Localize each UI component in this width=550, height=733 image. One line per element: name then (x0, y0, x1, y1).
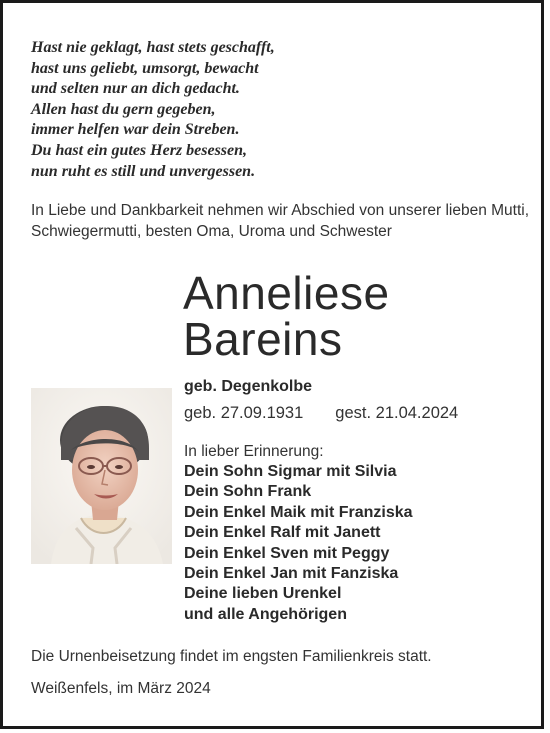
mourner: Dein Enkel Ralf mit Janett (184, 524, 381, 542)
mourner: Deine lieben Urenkel (184, 585, 342, 603)
mourners-list (184, 462, 413, 625)
mourner: Dein Enkel Sven mit Peggy (184, 544, 390, 562)
poem-line: hast uns geliebt, umsorgt, bewacht (31, 59, 259, 77)
birth-date: geb. 27.09.1931 (184, 404, 304, 422)
poem (31, 38, 275, 182)
funeral-note: Die Urnenbeisetzung findet im engsten Familienkreis statt. (31, 648, 432, 665)
mourner: Dein Sohn Frank (184, 483, 312, 501)
poem-line: Hast nie geklagt, hast stets geschafft, (31, 39, 275, 56)
life-dates (184, 404, 458, 423)
poem-line: immer helfen war dein Streben. (31, 121, 240, 139)
poem-line: Allen hast du gern gegeben, (31, 100, 216, 118)
poem-line: und selten nur an dich gedacht. (31, 80, 240, 98)
first-name: Anneliese (183, 267, 390, 319)
memory-intro: In lieber Erinnerung: (184, 443, 324, 460)
portrait-photo (31, 388, 172, 564)
mourner: Dein Enkel Jan mit Fanziska (184, 565, 399, 583)
mourner: Dein Enkel Maik mit Franziska (184, 503, 413, 521)
birth-name: geb. Degenkolbe (184, 378, 313, 395)
portrait-image (31, 388, 172, 564)
intro-text: In Liebe und Dankbarkeit nehmen wir Abschied von unserer lieben Mutti, Schwiegermutti, besten Oma, Uroma und Schwester (31, 202, 530, 240)
poem-line: nun ruht es still und unvergessen. (31, 162, 256, 180)
last-name: Bareins (183, 313, 343, 365)
poem-line: Du hast ein gutes Herz besessen, (31, 141, 248, 159)
mourner: Dein Sohn Sigmar mit Silvia (184, 463, 397, 480)
deceased-name (183, 267, 390, 365)
place-date: Weißenfels, im März 2024 (31, 680, 211, 697)
death-date: gest. 21.04.2024 (335, 404, 459, 422)
mourner: und alle Angehörigen (184, 605, 347, 623)
